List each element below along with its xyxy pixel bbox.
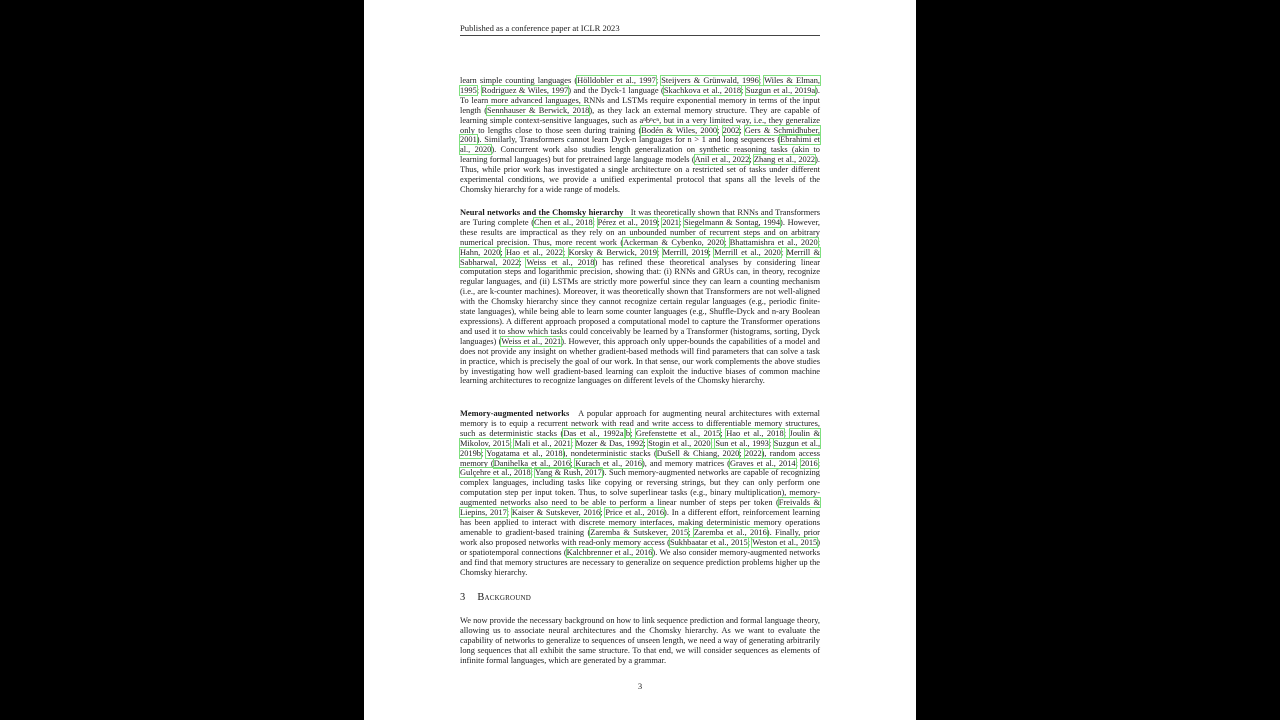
paragraph-title: Neural networks and the Chomsky hierarchy (460, 208, 624, 217)
running-header: Published as a conference paper at ICLR 2023 (460, 23, 820, 36)
paragraph-text: A popular approach for augmenting neural architectures with external memory is to equip a recurrent network with read and write access to differentiable memory structures, such as deterministic stacks (Das et al., 1992a;b; Grefenstette et al., 2015; Hao et al., 2018; Joulin & Mikolov, 2015; Mali et al., 2021; Mozer & Das, 1992; Stogin et al., 2020; Sun et al., 1993; Suzgun et al., 2019b; Yogatama et al., 2018), nondeterministic stacks (DuSell & Chiang, 2020; 2022), random access memory (Danihelka et al., 2016; Kurach et al., 2016), and memory matrices (Graves et al., 2014; 2016; Gulçehre et al., 2018; Yang & Rush, 2017). Such memory-augmented networks are capable of recognizing complex languages, including tasks like copying or reversing strings, but they can only perform one computation step per input token. Thus, to solve superlinear tasks (e.g., binary multiplication), memory-augmented networks also need to be able to perform a linear number of steps per token (Freivalds & Liepins, 2017; Kaiser & Sutskever, 2016; Price et al., 2016). In a different effort, reinforcement learning has been applied to interact with discrete memory interfaces, making deterministic memory operations amenable to gradient-based training (Zaremba & Sutskever, 2015; Zaremba et al., 2016). Finally, prior work also proposed networks with read-only memory access (Sukhbaatar et al., 2015; Weston et al., 2015) or spatiotemporal connections (Kalchbrenner et al., 2016). We also consider memory-augmented networks and find that memory structures are necessary to generalize on sequence prediction problems higher up the Chomsky hierarchy. (460, 409, 821, 577)
citation-link[interactable]: Graves et al., 2014 (729, 458, 796, 468)
citation-link[interactable]: Suzgun et al., 2019b (460, 438, 821, 458)
citation-link[interactable]: b (625, 428, 631, 438)
citation-link[interactable]: 2022 (744, 448, 762, 458)
citation-link[interactable]: 2002 (722, 125, 740, 135)
citation-link[interactable]: Merrill & Sabharwal, 2022 (460, 247, 821, 267)
citation-link[interactable]: Grefenstette et al., 2015 (635, 428, 721, 438)
citation-link[interactable]: Gers & Schmidhuber, 2001 (460, 125, 820, 145)
citation-link[interactable]: Pérez et al., 2019 (597, 217, 658, 227)
citation-link[interactable]: Steijvers & Grünwald, 1996 (661, 76, 759, 85)
citation-link[interactable]: Weiss et al., 2021 (501, 336, 562, 346)
citation-link[interactable]: Yang & Rush, 2017 (534, 468, 602, 478)
citation-link[interactable]: Yogatama et al., 2018 (486, 448, 563, 458)
citation-link[interactable]: Ackerman & Cybenko, 2020 (623, 237, 724, 247)
section-number: 3 (460, 592, 466, 603)
citation-link[interactable]: Bhattamishra et al., 2020 (729, 237, 818, 247)
citation-link[interactable]: Sukhbaatar et al., 2015 (669, 537, 748, 547)
citation-link[interactable]: 2021 (662, 217, 679, 227)
citation-link[interactable]: Freivalds & Liepins, 2017 (460, 498, 820, 518)
citation-link[interactable]: Sennhauser & Berwick, 2018 (487, 105, 590, 115)
citation-link[interactable]: Merrill et al., 2020 (714, 247, 781, 257)
section-title: Background (477, 592, 532, 603)
citation-link[interactable]: Anil et al., 2022 (694, 155, 750, 165)
paragraph-background: We now provide the necessary background on how to link sequence prediction and formal language theory, allowing us to associate neural architectures and the Chomsky hierarchy. As we want to evaluate the capability of networks to generalize to sequences of unseen length, we need a way of generating arbitrarily long sequences that all exhibit the same structure. To that end, we will consider sequences as elements of infinite formal languages, which are generated by a grammar. (460, 616, 820, 665)
citation-link[interactable]: Stogin et al., 2020 (648, 438, 711, 448)
citation-link[interactable]: Hao et al., 2022 (505, 247, 563, 257)
citation-link[interactable]: Das et al., 1992a (563, 428, 624, 438)
citation-link[interactable]: Gulçehre et al., 2018 (460, 468, 531, 478)
citation-link[interactable]: Hao et al., 2018 (726, 428, 784, 438)
citation-link[interactable]: Kurach et al., 2016 (575, 458, 642, 468)
citation-link[interactable]: Weston et al., 2015 (752, 537, 818, 547)
citation-link[interactable]: Wiles & Elman, 1995 (460, 76, 821, 95)
citation-link[interactable]: Mali et al., 2021 (514, 438, 571, 448)
citation-link[interactable]: DuSell & Chiang, 2020 (656, 448, 740, 458)
citation-link[interactable]: Price et al., 2016 (605, 508, 665, 518)
citation-link[interactable]: Hahn, 2020 (460, 247, 501, 257)
citation-link[interactable]: Kalchbrenner et al., 2016 (566, 547, 653, 557)
citation-link[interactable]: Hölldobler et al., 1997 (577, 76, 656, 85)
paragraph-memory-augmented (460, 409, 820, 577)
section-heading (460, 592, 820, 603)
citation-link[interactable]: Ebrahimi et al., 2020 (460, 135, 820, 155)
citation-link[interactable]: Siegelmann & Sontag, 1994 (683, 217, 781, 227)
citation-link[interactable]: Merrill, 2019 (662, 247, 709, 257)
paragraph-title: Memory-augmented networks (460, 409, 570, 418)
paragraph-text: It was theoretically shown that RNNs and Transformers are Turing complete (Chen et al., 2018; Pérez et al., 2019; 2021; Siegelmann & Sontag, 1994). However, these results are impractical as they rely on an unbounded number of recurrent steps and on arbitrary numerical precision. Thus, more recent work (Ackerman & Cybenko, 2020; Bhattamishra et al., 2020; Hahn, 2020; Hao et al., 2022; Korsky & Berwick, 2019; Merrill, 2019; Merrill et al., 2020; Merrill & Sabharwal, 2022; Weiss et al., 2018) has refined these theoretical analyses by considering linear computation steps and logarithmic precision, showing that: (i) RNNs and GRUs can, in theory, recognize regular languages, and (ii) LSTMs are strictly more powerful since they can learn a counting mechanism (i.e., are k-counter machines). Moreover, it was theoretically shown that Transformers are not well-aligned with the Chomsky hierarchy since they cannot recognize certain regular languages (e.g., periodic finite-state languages), while being able to learn some counter languages (e.g., Shuffle-Dyck and n-ary Boolean expressions). A different approach proposed a computational model to capture the Transformer operations and used it to show which tasks could conceivably be learned by a Transformer (histograms, sorting, Dyck languages) (Weiss et al., 2021). However, this approach only upper-bounds the capabilities of a model and does not provide any insight on whether gradient-based methods will find parameters that can solve a task in practice, which is precisely the goal of our work. In that sense, our work complements the above studies by investigating how well gradient-based learning can exploit the inductive biases of common machine learning architectures to recognize languages on different levels of the Chomsky hierarchy. (460, 208, 821, 386)
citation-link[interactable]: Suzgun et al., 2019a (745, 85, 816, 95)
citation-link[interactable]: Joulin & Mikolov, 2015 (460, 428, 821, 448)
citation-link[interactable]: Zaremba & Sutskever, 2015 (590, 527, 689, 537)
paragraph-prior-work (460, 76, 820, 195)
paragraph-text: learn simple counting languages (Hölldobler et al., 1997; Steijvers & Grünwald, 1996; Wiles & Elman, 1995; Rodriguez & Wiles, 1997) and the Dyck-1 language (Skachkova et al., 2018; Suzgun et al., 2019a). To learn more advanced languages, RNNs and LSTMs require exponential memory in terms of the input length (Sennhauser & Berwick, 2018), as they lack an external memory structure. They are capable of learning simple context-sensitive languages, such as aⁿbⁿcⁿ, but in a very limited way, i.e., they generalize only to lengths close to those seen during training (Bodén & Wiles, 2000; 2002; Gers & Schmidhuber, 2001). Similarly, Transformers cannot learn Dyck-n languages for n > 1 and long sequences (Ebrahimi et al., 2020). Concurrent work also studies length generalization on synthetic reasoning tasks (akin to learning formal languages) but for pretrained large language models (Anil et al., 2022; Zhang et al., 2022). Thus, while prior work has investigated a single architecture on a restricted set of tasks under different experimental conditions, we provide a unified experimental protocol that spans all the levels of the Chomsky hierarchy for a wide range of models. (460, 76, 821, 194)
citation-link[interactable]: Kaiser & Sutskever, 2016 (511, 508, 601, 518)
page-number: 3 (637, 681, 643, 691)
paper-page (364, 0, 916, 720)
citation-link[interactable]: Weiss et al., 2018 (526, 257, 595, 267)
citation-link[interactable]: Skachkova et al., 2018 (663, 85, 742, 95)
citation-link[interactable]: 2016 (800, 458, 818, 468)
citation-link[interactable]: Bodén & Wiles, 2000 (641, 125, 718, 135)
citation-link[interactable]: Chen et al., 2018 (534, 217, 593, 227)
paragraph-chomsky-hierarchy (460, 208, 820, 386)
citation-link[interactable]: Mozer & Das, 1992 (575, 438, 644, 448)
citation-link[interactable]: Zaremba et al., 2016 (693, 527, 767, 537)
citation-link[interactable]: Rodriguez & Wiles, 1997 (481, 85, 569, 95)
citation-link[interactable]: Korsky & Berwick, 2019 (568, 247, 657, 257)
citation-link[interactable]: Sun et al., 1993 (715, 438, 769, 448)
citation-link[interactable]: Danihelka et al., 2016 (493, 458, 571, 468)
citation-link[interactable]: Zhang et al., 2022 (753, 155, 816, 165)
